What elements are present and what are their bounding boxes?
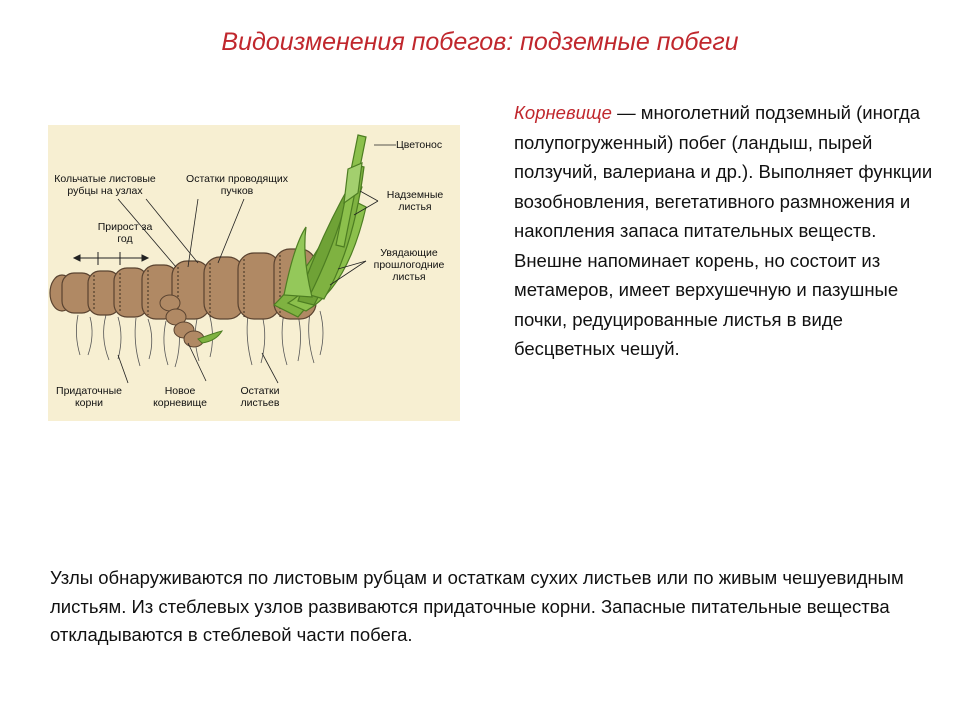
above-ground-shoot-drawing <box>274 135 366 317</box>
slide-title: Видоизменения побегов: подземные побеги <box>221 28 739 56</box>
description-text: многолетний подземный (иногда полупогруженный) побег (ландыш, пырей ползучий, валериана и др.). Выполняет функции возобновления, вегетативного размножения и накопления запаса питательных веществ. Внешне напоминает корень, но состоит из метамеров, имеет верхушечную и пазушные почки, редуцированные листья в виде бесцветных чешуй. <box>514 102 933 359</box>
nodes-paragraph: Узлы обнаруживаются по листовым рубцам и остаткам сухих листьев или по живым чешуевидным листьям. Из стеблевых узлов развиваются придаточные корни. Запасные питательные вещества откладываются в стеблевой части побега. <box>50 567 904 645</box>
label-withering-leaves: Увядающие прошлогодние листья <box>373 247 445 283</box>
label-new-rhizome: Новое корневище <box>153 385 207 409</box>
label-annual-growth: Прирост за год <box>97 221 153 245</box>
rhizome-description <box>514 98 934 364</box>
label-leaf-remains: Остатки листьев <box>240 385 280 409</box>
term-rhizome: Корневище <box>514 102 612 123</box>
label-vascular-remains: Остатки проводящих пучков <box>186 173 288 197</box>
rhizome-figure <box>48 125 460 421</box>
rhizome-body <box>50 249 316 319</box>
label-ring-scars: Кольчатые листовые рубцы на узлах <box>54 173 156 197</box>
label-above-ground-leaves: Надземные листья <box>386 189 444 213</box>
term-dash: — <box>611 102 641 123</box>
label-peduncle: Цветонос <box>396 139 443 151</box>
label-adventitious-roots: Придаточные корни <box>56 385 122 409</box>
annual-growth-arrow <box>74 252 148 265</box>
